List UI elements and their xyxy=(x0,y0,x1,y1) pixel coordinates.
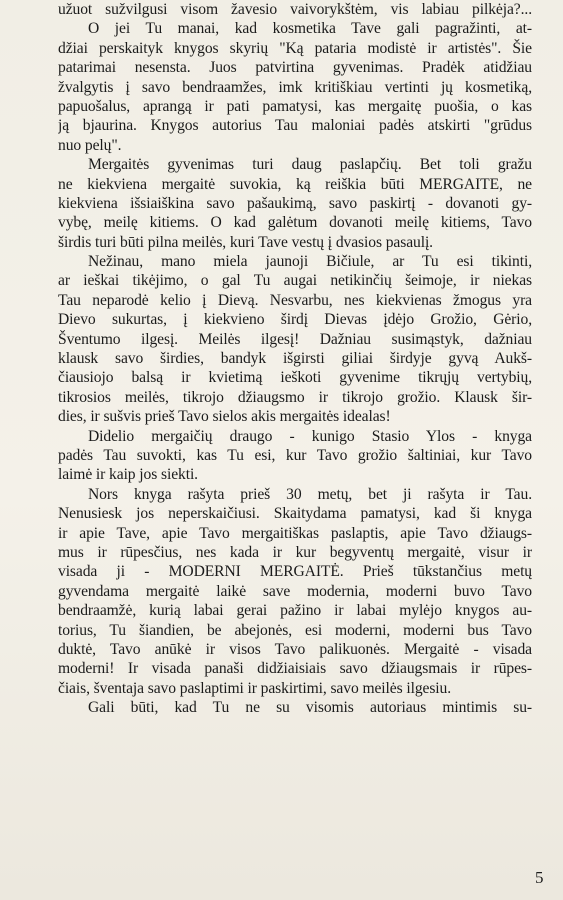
text-line: čiais, šventaja savo paslaptimi ir paskirtimi, savo meilės ilgesiu. xyxy=(58,679,452,697)
text-line: kiekviena išsiaiškina savo pašaukimą, savo paskirtį - dovanoti gy- xyxy=(58,194,532,212)
text-line: bendraamžė, kurią labai gerai pažino ir labai mylėjo knygos au- xyxy=(58,602,532,620)
text-line: Gali būti, kad Tu ne su visomis autoriaus mintimis su- xyxy=(88,699,532,717)
text-line: Didelio mergaičių draugo - kunigo Stasio Ylos - knyga xyxy=(88,427,532,445)
page-body-text xyxy=(58,0,532,717)
text-line: žvalgytis į savo bendraamžes, imk kritiškiau vertinti jų kosmetiką, xyxy=(58,78,532,96)
text-line: visada ji - MODERNI MERGAITĖ. Prieš tūkstančius metų xyxy=(58,563,532,581)
text-line: padės Tau suvokti, kas Tu esi, kur Tavo grožio šaltiniai, kur Tavo xyxy=(58,446,532,464)
text-line: gyvendama mergaitė laikė save modernia, moderni buvo Tavo xyxy=(58,582,532,600)
text-line: ne kiekviena mergaitė suvokia, ką reiškia būti MERGAITE, ne xyxy=(58,175,532,193)
text-line: Dievo sukurtas, į kiekvieno širdį Dievas įdėjo Grožio, Gėrio, xyxy=(58,311,532,329)
text-line: Šventumo ilgesį. Meilės ilgesį! Dažniau susimąstyk, dažniau xyxy=(58,330,532,348)
text-line: nuo pelų". xyxy=(58,136,122,154)
text-line: dies, ir sušvis prieš Tavo sielos akis mergaitės idealas! xyxy=(58,408,391,426)
text-line: O jei Tu manai, kad kosmetika Tave gali pagražinti, at- xyxy=(88,20,532,38)
text-line: Nenusiesk jos neperskaičiusi. Skaitydama pamatysi, kad ši knyga xyxy=(58,505,532,523)
text-line: moderni! Ir visada panaši didžiaisiais savo džiaugsmais ir rūpes- xyxy=(58,660,532,678)
text-line: klausk savo širdies, bandyk išgirsti giliai širdyje gyvą Aukš- xyxy=(58,350,532,368)
text-line: ją bjaurina. Knygos autorius Tau maloniai padės atskirti "grūdus xyxy=(58,117,532,135)
text-line: ar ieškai tikėjimo, o gal Tu augai netikinčių šeimoje, ir niekas xyxy=(58,272,532,290)
text-line: širdis turi būti pilna meilės, kuri Tave vestų į dvasios pasaulį. xyxy=(58,233,433,251)
text-line: čiausiojo balsą ir kvietimą ieškoti gyvenime tikrųjų vertybių, xyxy=(58,369,532,387)
text-line: Nors knyga rašyta prieš 30 metų, bet ji rašyta ir Tau. xyxy=(88,485,532,503)
text-line: mus ir rūpesčius, nes kada ir kur begyventų mergaitė, visur ir xyxy=(58,543,532,561)
text-line: papuošalus, aprangą ir pati pamatysi, kas mergaitę puošia, o kas xyxy=(58,97,532,115)
text-line: Mergaitės gyvenimas turi daug paslapčių. Bet toli gražu xyxy=(88,156,532,174)
text-line: džiai perskaityk knygos skyrių "Ką pataria modistė ir artistės". Šie xyxy=(58,39,532,57)
text-line: duktė, Tavo anūkė ir visos Tavo palikuonės. Mergaitė - visada xyxy=(58,640,532,658)
text-line: Tau neparodė kelio į Dievą. Nesvarbu, nes kiekvienas žmogus yra xyxy=(58,291,532,309)
text-line: torius, Tu šiandien, be abejonės, esi moderni, moderni bus Tavo xyxy=(58,621,532,639)
text-line: užuot sužvilgusi visom žavesio vaivorykštėm, vis labiau pilkėja?... xyxy=(58,1,532,18)
text-line: patarimai nesensta. Juos patvirtina gyvenimas. Pradėk atidžiau xyxy=(58,59,532,77)
text-line: laimė ir kaip jos siekti. xyxy=(58,466,198,484)
page-number: 5 xyxy=(535,868,544,887)
text-line: vybę, meilę kitiems. O kad galėtum dovanoti meilę kitiems, Tavo xyxy=(58,214,532,232)
text-line: ir apie Tave, apie Tavo mergaitiškas paslaptis, apie Tavo džiaugs- xyxy=(58,524,532,542)
text-line: Nežinau, mano miela jaunoji Bičiule, ar Tu esi tikinti, xyxy=(88,253,532,271)
text-line: tikrosios meilės, tikrojo džiaugsmo ir tikrojo grožio. Klausk šir- xyxy=(58,388,532,406)
